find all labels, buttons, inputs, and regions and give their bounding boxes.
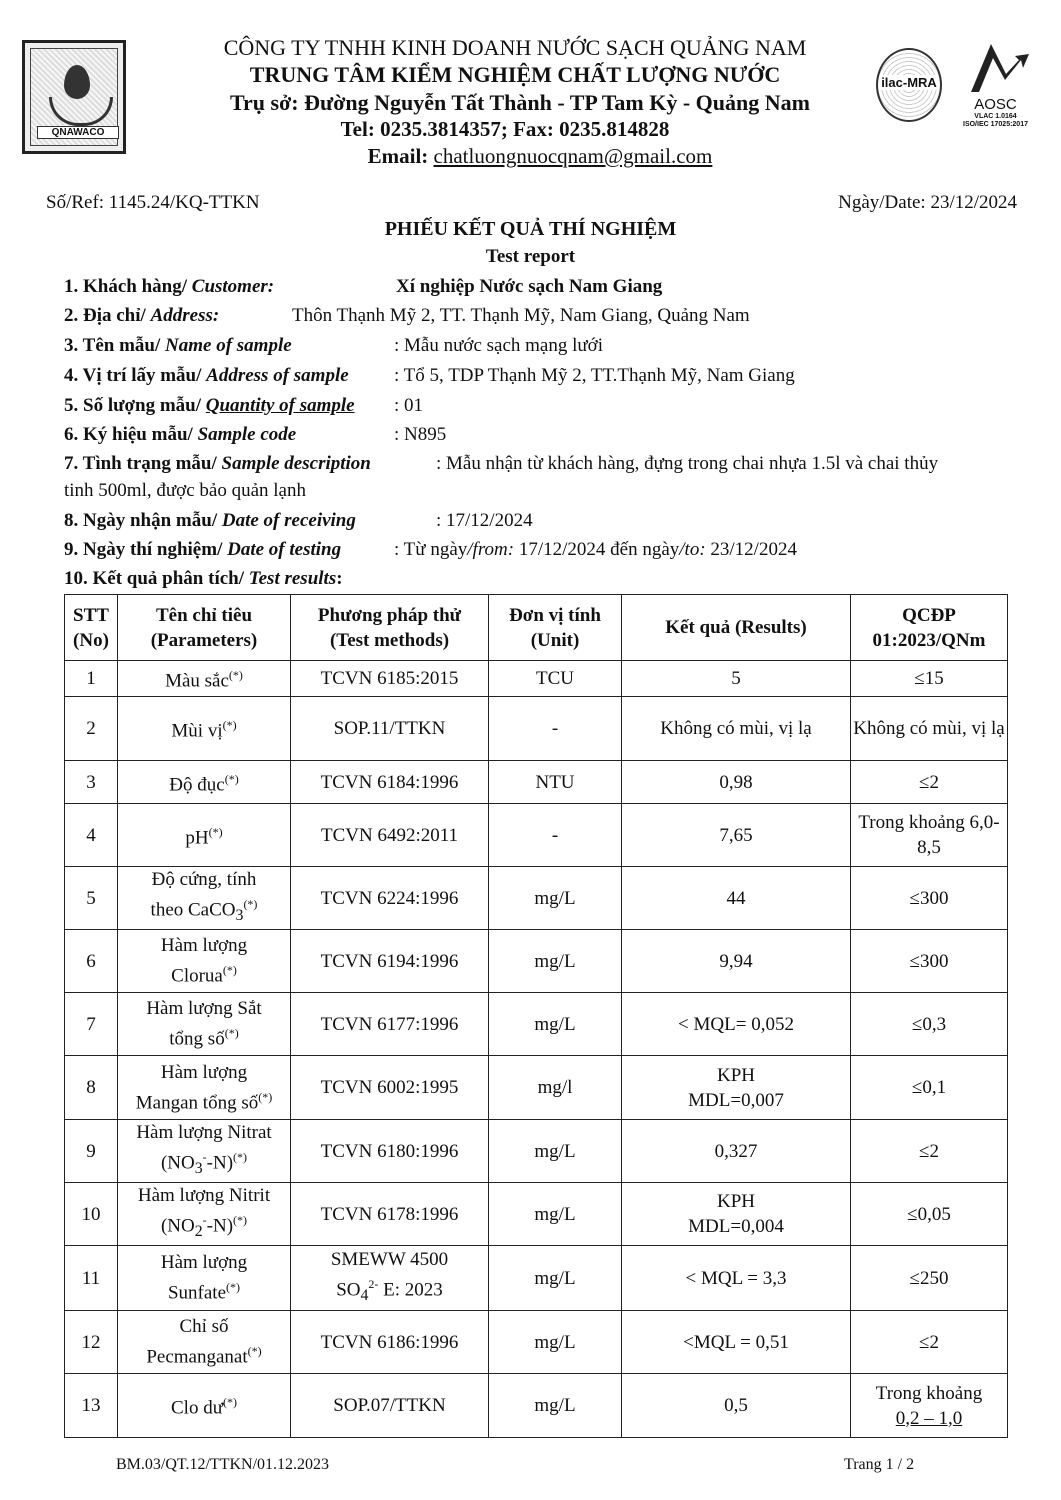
cell-no: 8 (65, 1056, 118, 1120)
cell-no: 4 (65, 804, 118, 867)
param-text: Hàm lượng (160, 1061, 248, 1083)
label: 3. Tên mẫu/ (64, 335, 166, 356)
accredited-mark: (*) (258, 1089, 273, 1104)
cell-parameter: Hàm lượng Nitrat $(NO_3^--N)^{(*)}$ (118, 1120, 291, 1183)
label: 2. Địa chỉ/ (64, 305, 151, 326)
cell-standard (851, 1374, 1008, 1438)
cell-unit: NTU (489, 761, 622, 804)
col-result: Kết quả (Results) (622, 595, 851, 661)
cell-method: TCVN 6492:2011 (291, 804, 489, 867)
param-text-2: Sunfate (167, 1282, 227, 1304)
info-description-cont: tinh 500ml, được bảo quản lạnh (64, 480, 306, 501)
table-row (65, 1246, 1008, 1311)
cell-parameter: Hàm lượng Nitrit $(NO_2^--N)^{(*)}$ (118, 1183, 291, 1246)
cell-no: 13 (65, 1374, 118, 1438)
cell-result: 7,65 (622, 804, 851, 867)
superscript-minus: - (202, 1150, 207, 1165)
info-quantity (64, 395, 424, 417)
cell-method: TCVN 6186:1996 (291, 1311, 489, 1374)
cell-parameter (118, 993, 291, 1056)
param-text-2: (NO (160, 1215, 195, 1237)
table-row (65, 930, 1008, 993)
param-text: Chỉ số (179, 1316, 229, 1338)
col-parameter (118, 595, 291, 661)
cell-result: 0,98 (622, 761, 851, 804)
sample-code-value: : N895 (394, 424, 447, 445)
label-en: Quantity of sample (205, 395, 355, 416)
table-row (65, 993, 1008, 1056)
cell-unit: mg/L (489, 1374, 622, 1438)
info-receiving (64, 510, 533, 532)
cell-result: 44 (622, 867, 851, 930)
param-text-2: theo CaCO (150, 899, 236, 921)
param-text-2: (NO (160, 1152, 195, 1174)
sample-location-value: : Tổ 5, TDP Thạnh Mỹ 2, TT.Thạnh Mỹ, Nam Giang (394, 365, 795, 386)
std-text-2: 0,2 – 1,0 (895, 1407, 963, 1429)
table-row (65, 1056, 1008, 1120)
testing-value (394, 539, 797, 561)
cell-no: 3 (65, 761, 118, 804)
subscript-4: 4 (360, 1287, 369, 1305)
receiving-value: : 17/12/2024 (436, 510, 533, 531)
email-label: Email: (367, 144, 434, 168)
label-en: Test results (248, 568, 337, 589)
table-row (65, 1374, 1008, 1438)
cell-result: 5 (622, 661, 851, 697)
info-description (64, 453, 939, 475)
cell-standard: ≤300 (851, 867, 1008, 930)
label-en: Date of receiving (221, 510, 356, 531)
logo-pattern (30, 48, 118, 146)
table-row (65, 1183, 1008, 1246)
label: 4. Vị trí lấy mẫu/ (64, 365, 207, 386)
label: 7. Tình trạng mẫu/ (64, 453, 222, 474)
label-en: Date of testing (227, 539, 342, 560)
water-drop-icon (64, 65, 90, 99)
cell-parameter (118, 1246, 291, 1311)
accredited-mark: (*) (224, 1026, 239, 1041)
param-text: Mùi vị (171, 720, 223, 742)
table-row (65, 661, 1008, 697)
cell-standard: ≤15 (851, 661, 1008, 697)
info-sample-location (64, 365, 795, 387)
param-text: Hàm lượng Nitrat (136, 1122, 272, 1144)
h-method-1: Phương pháp thử (317, 604, 462, 626)
h-unit-2: (Unit) (530, 629, 580, 651)
cell-parameter (118, 930, 291, 993)
cell-standard: ≤250 (851, 1246, 1008, 1311)
cell-no: 7 (65, 993, 118, 1056)
cell-unit: mg/L (489, 867, 622, 930)
superscript-minus: - (202, 1213, 207, 1228)
label: 1. Khách hàng/ (64, 276, 192, 297)
cell-result: <MQL = 0,51 (622, 1311, 851, 1374)
table-row (65, 1120, 1008, 1183)
table-row (65, 804, 1008, 867)
cell-result: < MQL = 3,3 (622, 1246, 851, 1311)
cell-parameter (118, 804, 291, 867)
cell-parameter (118, 761, 291, 804)
label-en: Address of sample (206, 365, 349, 386)
cell-parameter (118, 697, 291, 761)
cell-standard: ≤0,1 (851, 1056, 1008, 1120)
label-en: Customer: (191, 276, 275, 297)
label: 8. Ngày nhận mẫu/ (64, 510, 222, 531)
cell-result: 0,5 (622, 1374, 851, 1438)
email-link[interactable]: chatluongnuocqnam@gmail.com (433, 144, 713, 168)
param-text-2: Mangan tổng số (135, 1092, 259, 1114)
hands-icon (49, 97, 113, 126)
param-text-2: Clorua (171, 965, 223, 987)
address-value: Thôn Thạnh Mỹ 2, TT. Thạnh Mỹ, Nam Giang, Quảng Nam (292, 305, 750, 326)
method-text-2: SO (336, 1279, 361, 1301)
accredited-mark: (*) (233, 1150, 248, 1165)
table-header-row (65, 595, 1008, 661)
cell-parameter (118, 661, 291, 697)
label: 10. Kết quả phân tích/ (64, 568, 249, 589)
cell-method: TCVN 6002:1995 (291, 1056, 489, 1120)
form-code: BM.03/QT.12/TTKN/01.12.2023 (116, 1456, 330, 1473)
method-text: SMEWW 4500 (330, 1249, 449, 1271)
h-unit-1: Đơn vị tính (509, 604, 601, 626)
accredited-mark: (*) (226, 1280, 241, 1295)
std-text: Trong khoảng (875, 1382, 983, 1404)
cell-result: 9,94 (622, 930, 851, 993)
cell-no: 12 (65, 1311, 118, 1374)
h-std-2: 01:2023/QNm (872, 629, 986, 651)
cell-result: 0,327 (622, 1120, 851, 1183)
info-results (64, 568, 343, 590)
cell-parameter (118, 1056, 291, 1120)
cell-no: 10 (65, 1183, 118, 1246)
col-no (65, 595, 118, 661)
cell-method (291, 1246, 489, 1311)
h-std-1: QCĐP (902, 604, 956, 626)
logo-brand-text: QNAWACO (37, 126, 119, 139)
report-subtitle: Test report (485, 246, 576, 267)
param-text: Hàm lượng Nitrit (137, 1185, 271, 1207)
cell-unit: mg/L (489, 1120, 622, 1183)
cell-standard: ≤2 (851, 761, 1008, 804)
cell-unit: mg/L (489, 1311, 622, 1374)
param-text: Hàm lượng (160, 1252, 248, 1274)
cell-unit: mg/L (489, 1183, 622, 1246)
accredited-mark: (*) (233, 1213, 248, 1228)
param-text: pH (185, 827, 209, 849)
accredited-mark: (*) (223, 1395, 237, 1410)
cell-method: SOP.11/TTKN (291, 697, 489, 761)
cell-standard: Không có mùi, vị lạ (851, 697, 1008, 761)
cell-method: TCVN 6177:1996 (291, 993, 489, 1056)
table-row (65, 867, 1008, 930)
accredited-mark: (*) (228, 668, 243, 683)
cell-method: TCVN 6178:1996 (291, 1183, 489, 1246)
cell-unit: - (489, 804, 622, 867)
company-address: Trụ sở: Đường Nguyễn Tất Thành - TP Tam Kỳ - Quảng Nam (230, 90, 810, 115)
info-address (64, 305, 750, 327)
h-method-2: (Test methods) (329, 629, 450, 651)
customer-value: Xí nghiệp Nước sạch Nam Giang (396, 276, 663, 297)
reference-number: Số/Ref: 1145.24/KQ-TTKN (46, 192, 260, 213)
cell-method: TCVN 6184:1996 (291, 761, 489, 804)
testing-to-en: /to: (679, 539, 706, 560)
company-email-line (200, 144, 880, 169)
cell-result (622, 1183, 851, 1246)
cell-result: Không có mùi, vị lạ (622, 697, 851, 761)
superscript-2minus: 2- (368, 1277, 379, 1292)
aosc-logo (948, 40, 1043, 140)
accredited-mark: (*) (222, 963, 237, 978)
page-number: Trang 1 / 2 (844, 1456, 915, 1473)
result-text-2: MDL=0,007 (688, 1089, 784, 1111)
cell-method: TCVN 6180:1996 (291, 1120, 489, 1183)
param-text: Màu sắc (165, 670, 229, 692)
ilac-mra-text: ilac-MRA (881, 75, 937, 90)
cell-unit: TCU (489, 661, 622, 697)
report-date: Ngày/Date: 23/12/2024 (838, 192, 1017, 213)
colon: : (336, 568, 343, 589)
cell-no: 6 (65, 930, 118, 993)
info-customer (64, 276, 663, 298)
cell-unit: mg/L (489, 1246, 622, 1311)
cell-standard: ≤2 (851, 1311, 1008, 1374)
label-en: Name of sample (165, 335, 292, 356)
param-text: Clo dư (171, 1397, 223, 1419)
h-param-2: (Parameters) (150, 629, 258, 651)
label: 9. Ngày thí nghiệm/ (64, 539, 228, 560)
label: 5. Số lượng mẫu/ (64, 395, 206, 416)
cell-result: < MQL= 0,052 (622, 993, 851, 1056)
cell-method: TCVN 6185:2015 (291, 661, 489, 697)
col-standard (851, 595, 1008, 661)
company-logo (22, 40, 126, 154)
subscript-3: 3 (194, 1160, 203, 1178)
label-en: Sample description (221, 453, 371, 474)
cell-parameter (118, 867, 291, 930)
label: 6. Ký hiệu mẫu/ (64, 424, 198, 445)
table-row (65, 761, 1008, 804)
h-no-2: (No) (73, 629, 109, 651)
table-row (65, 697, 1008, 761)
report-title: PHIẾU KẾT QUẢ THÍ NGHIỆM (384, 218, 677, 240)
cell-standard: ≤0,3 (851, 993, 1008, 1056)
company-phone: Tel: 0235.3814357; Fax: 0235.814828 (340, 117, 670, 141)
label-en: Sample code (197, 424, 297, 445)
cell-method: SOP.07/TTKN (291, 1374, 489, 1438)
cell-no: 2 (65, 697, 118, 761)
aosc-text: AOSC (974, 96, 1017, 113)
company-name: CÔNG TY TNHH KINH DOANH NƯỚC SẠCH QUẢNG NAM (223, 35, 807, 60)
subscript-2: 2 (194, 1223, 203, 1241)
cell-method: TCVN 6224:1996 (291, 867, 489, 930)
cell-no: 1 (65, 661, 118, 697)
param-text: Độ cứng, tính (151, 869, 257, 891)
cell-parameter (118, 1311, 291, 1374)
testing-from: 17/12/2024 đến ngày (514, 539, 680, 560)
accredited-mark: (*) (247, 1344, 262, 1359)
testing-prefix: : Từ ngày (394, 539, 468, 560)
subscript-3: 3 (235, 907, 244, 925)
cell-unit: mg/L (489, 993, 622, 1056)
cell-unit: mg/L (489, 930, 622, 993)
accredited-mark: (*) (208, 824, 223, 839)
cell-unit: - (489, 697, 622, 761)
description-value: : Mẫu nhận từ khách hàng, đựng trong chai nhựa 1.5l và chai thủy (436, 453, 939, 474)
aosc-mark-icon (961, 40, 1031, 98)
param-text-2: tổng số (169, 1028, 225, 1050)
testing-from-en: /from: (467, 539, 515, 560)
center-name: TRUNG TÂM KIỂM NGHIỆM CHẤT LƯỢNG NƯỚC (249, 62, 781, 87)
param-text: Độ đục (169, 774, 225, 796)
cell-method: TCVN 6194:1996 (291, 930, 489, 993)
quantity-value: : 01 (394, 395, 424, 416)
accredited-mark: (*) (222, 718, 237, 733)
cell-unit: mg/l (489, 1056, 622, 1120)
method-text-2b: E: 2023 (383, 1279, 443, 1301)
cell-result (622, 1056, 851, 1120)
info-testing (64, 539, 797, 561)
param-text: Hàm lượng (160, 935, 248, 957)
cell-no: 9 (65, 1120, 118, 1183)
param-text: Hàm lượng Sắt (146, 998, 262, 1020)
h-no-1: STT (73, 604, 109, 626)
aosc-iso: ISO/IEC 17025:2017 (963, 121, 1028, 128)
col-unit (489, 595, 622, 661)
aosc-vlac: VLAC 1.0164 (974, 113, 1017, 120)
cell-standard: Trong khoảng 6,0-8,5 (851, 804, 1008, 867)
h-param-1: Tên chỉ tiêu (155, 604, 253, 626)
accredited-mark: (*) (243, 897, 258, 912)
result-text: KPH (716, 1064, 755, 1086)
cell-standard: ≤0,05 (851, 1183, 1008, 1246)
result-text-2: MDL=0,004 (688, 1216, 784, 1237)
info-sample-name (64, 335, 604, 357)
accredited-mark: (*) (224, 771, 239, 786)
sample-name-value: : Mẫu nước sạch mạng lưới (394, 335, 604, 356)
cell-no: 5 (65, 867, 118, 930)
cell-standard: ≤2 (851, 1120, 1008, 1183)
col-method (291, 595, 489, 661)
result-text: KPH (716, 1191, 755, 1212)
results-table (64, 594, 1008, 1438)
testing-to: 23/12/2024 (705, 539, 797, 560)
table-row (65, 1311, 1008, 1374)
cell-no: 11 (65, 1246, 118, 1311)
param-text-2: Pecmanganat (146, 1346, 248, 1368)
info-sample-code (64, 424, 447, 446)
cell-standard: ≤300 (851, 930, 1008, 993)
cell-parameter (118, 1374, 291, 1438)
label-en: Address: (150, 305, 220, 326)
